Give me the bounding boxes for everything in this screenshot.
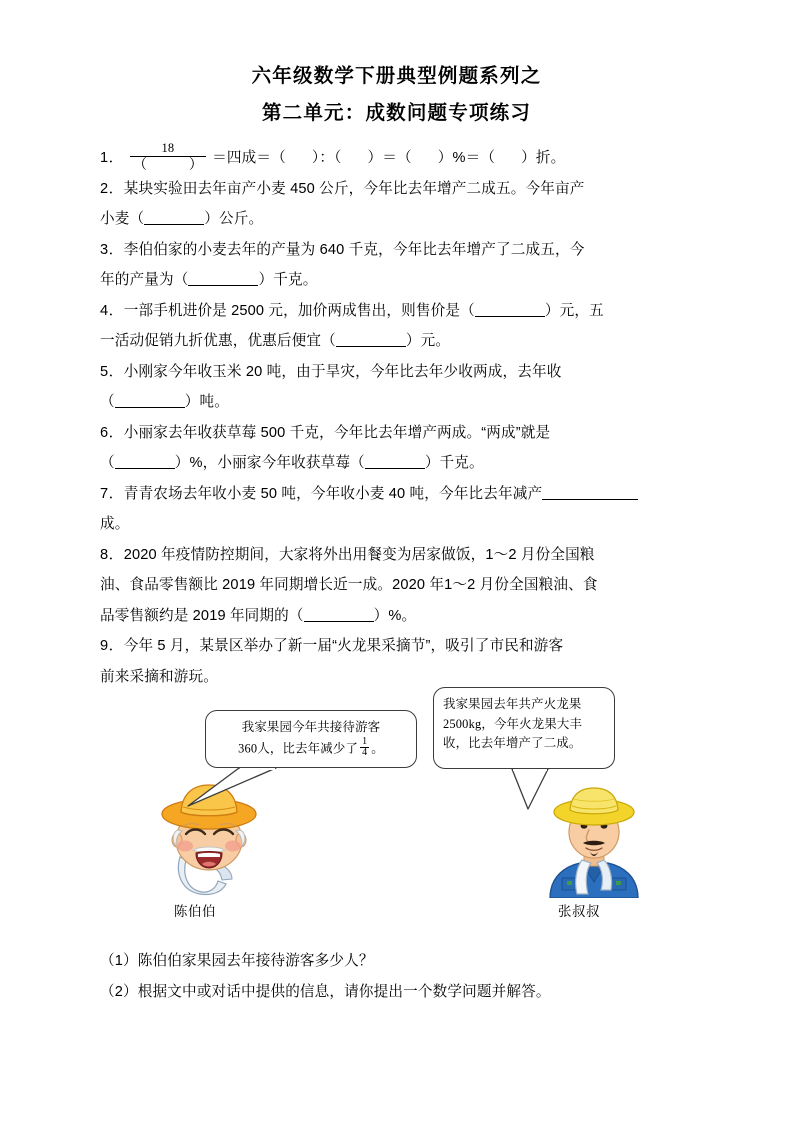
document-title (100, 0, 693, 132)
left-bubble-tail (188, 768, 276, 806)
question-3-line-1: 李伯伯家的小麦去年的产量为 640 千克，今年比去年增产了二成五，今 (123, 241, 585, 258)
question-1-text-b: ）：（ (311, 150, 342, 166)
character-name-chen: 陈伯伯 (174, 904, 216, 919)
question-8-line-3-pre: 品零售额约是 2019 年同期的（ (100, 607, 304, 624)
right-bubble-tail (512, 769, 548, 809)
question-1 (100, 143, 693, 174)
question-4-blank-2[interactable] (336, 332, 406, 347)
bubble-left-line-2-post: 。 (371, 741, 384, 756)
question-5-number: 5． (100, 363, 124, 380)
bubble-left-fraction (360, 737, 369, 760)
question-3-line-2-post: ）千克。 (258, 272, 318, 288)
question-1-fraction-numerator: 18 (161, 141, 175, 156)
question-3-number: 3． (100, 241, 124, 258)
question-4 (100, 296, 693, 357)
questions-list (100, 143, 693, 692)
sub-question-2: （2）根据文中或对话中提供的信息，请你提出一个数学问题并解答。 (100, 983, 551, 1000)
speech-bubble-left (205, 710, 417, 768)
question-7-line-1-pre: 青青农场去年收小麦 50 吨，今年收小麦 40 吨，今年比去年减产 (123, 485, 543, 502)
bubble-right-weight: 2500kg (443, 716, 482, 731)
question-2-blank[interactable] (144, 210, 204, 225)
question-2-line-2-pre: 小麦（ (100, 211, 145, 227)
bubble-left-line-2 (215, 735, 407, 761)
question-4-number: 4． (100, 302, 124, 319)
question-1-text-e: ）折。 (521, 150, 566, 166)
question-1-number: 1． (100, 150, 124, 166)
bubble-left-line-2-mid: 人，比去年减少了 (257, 741, 359, 756)
question-6-line-2-pre: （ (100, 455, 115, 471)
bubble-right-line-1: 我家果园去年共产火龙果 (443, 697, 582, 711)
question-5-line-2-post: ）吨。 (184, 394, 229, 410)
question-7-line-2: 成。 (100, 516, 130, 532)
question-1-fraction-denominator: （ ） (132, 155, 203, 172)
bubble-left-fraction-denominator: 4 (362, 747, 368, 759)
bubble-right-line-3: 收，比去年增产了二成。 (443, 736, 582, 750)
question-8-line-3-post: ）%。 (373, 607, 417, 624)
speech-bubble-right (433, 687, 615, 769)
question-6-number: 6． (100, 424, 124, 441)
question-9-number: 9． (100, 638, 124, 654)
question-7-number: 7． (100, 485, 124, 502)
question-6 (100, 418, 693, 479)
question-8-blank[interactable] (304, 607, 374, 622)
bubble-right-line-2 (443, 715, 605, 735)
question-1-text-d: ）%＝（ (437, 150, 496, 166)
question-3-blank[interactable] (188, 271, 258, 286)
question-2-line-2-post: ）公斤。 (204, 211, 264, 227)
question-2-line-1: 某块实验田去年亩产小麦 450 公斤，今年比去年增产二成五。今年亩产 (123, 180, 585, 197)
question-7-blank[interactable] (542, 485, 638, 500)
question-4-line-1-post: ）元，五 (544, 302, 604, 319)
question-1-fraction (130, 142, 206, 172)
question-1-text-a: ＝四成＝（ (212, 150, 286, 166)
question-6-line-2-post: ）千克。 (424, 455, 484, 471)
question-5-line-2-pre: （ (100, 394, 115, 410)
question-2-number: 2． (100, 180, 124, 197)
question-5 (100, 357, 693, 418)
question-3-line-2-pre: 年的产量为（ (100, 272, 189, 288)
question-4-blank-1[interactable] (475, 302, 545, 317)
bubble-left-visitors: 360 (238, 741, 258, 756)
bubble-right-line-2-post: ，今年火龙果大丰 (481, 716, 583, 731)
bubble-left-line-1: 我家果园今年共接待游客 (241, 720, 381, 734)
title-line-2: 第二单元：成数问题专项练习 (261, 102, 532, 124)
question-6-blank-1[interactable] (115, 454, 175, 469)
question-8 (100, 540, 693, 632)
question-8-number: 8． (100, 546, 124, 563)
question-4-line-2-post: ）元。 (405, 333, 451, 349)
character-name-zhang: 张叔叔 (558, 904, 600, 919)
question-4-line-1-pre: 一部手机进价是 2500 元，加价两成售出，则售价是（ (123, 302, 475, 319)
question-8-line-2: 油、食品零售额比 2019 年同期增长近一成。2020 年1～2 月份全国粮油、食 (100, 577, 598, 593)
sub-questions-list (100, 946, 693, 1007)
title-line-1: 六年级数学下册典型例题系列之 (251, 65, 542, 87)
question-7 (100, 479, 693, 540)
question-1-text-c: ）＝（ (367, 150, 412, 166)
question-9-line-1: 今年 5 月，某景区举办了新一届“火龙果采摘节”，吸引了市民和游客 (123, 638, 564, 654)
question-6-line-2-mid: ）%，小丽家今年收获草莓（ (174, 455, 365, 471)
question-8-line-1: 2020 年疫情防控期间，大家将外出用餐变为居家做饭，1～2 月份全国粮 (123, 546, 595, 563)
sub-question-1: （1）陈伯伯家果园去年接待游客多少人？ (100, 953, 374, 969)
dialogue-figure (100, 698, 693, 946)
bubble-left-fraction-numerator: 1 (362, 735, 368, 747)
question-5-blank[interactable] (115, 393, 185, 408)
question-6-line-1: 小丽家去年收获草莓 500 千克，今年比去年增产两成。“两成”就是 (123, 424, 551, 441)
question-2 (100, 174, 693, 235)
question-3 (100, 235, 693, 296)
question-4-line-2-pre: 一活动促销九折优惠，优惠后便宜（ (100, 333, 336, 349)
question-6-blank-2[interactable] (365, 454, 425, 469)
question-5-line-1: 小刚家今年收玉米 20 吨，由于旱灾，今年比去年少收两成，去年收 (123, 363, 562, 380)
question-9-line-2: 前来采摘和游玩。 (100, 668, 218, 685)
